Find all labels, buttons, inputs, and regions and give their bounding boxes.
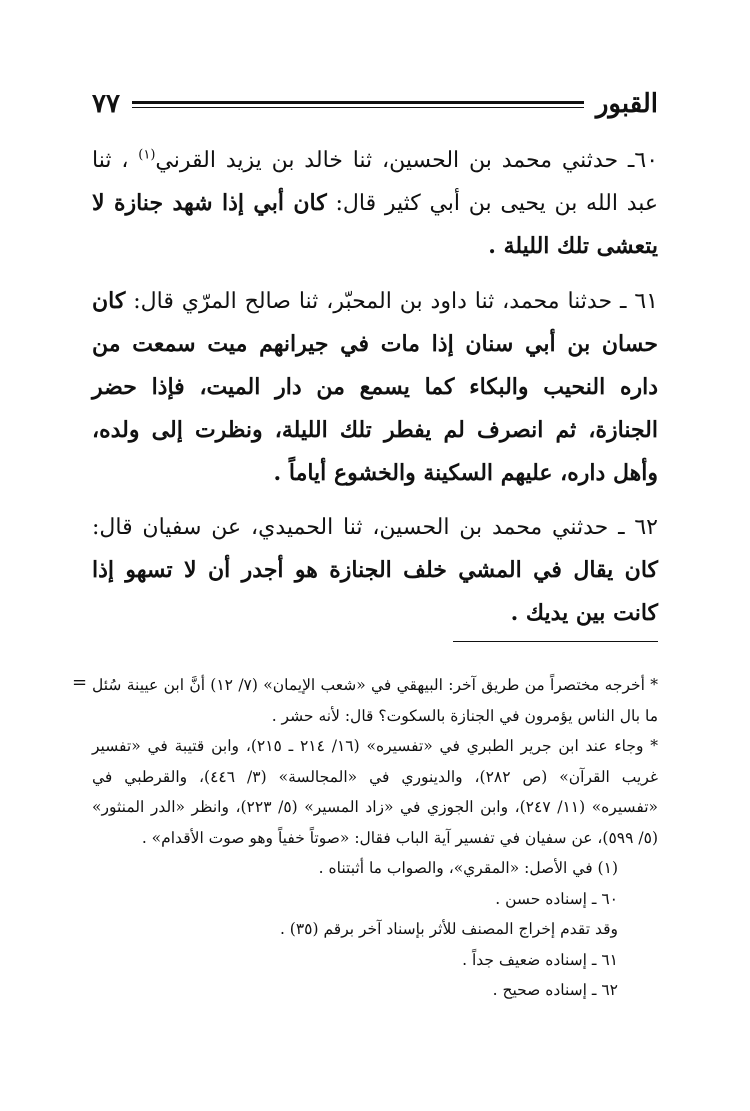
paragraph-62 bbox=[92, 507, 658, 635]
footnote-item: ٦٢ ـ إسناده صحيح . bbox=[492, 981, 618, 999]
footnote-item: ٦١ ـ إسناده ضعيف جداً . bbox=[462, 950, 618, 969]
footnote-line: * وجاء عند ابن جرير الطبري في «تفسيره» (١٦/ ٢١٤ ـ ٢١٥)، وابن قتيبة في «تفسير غريب القرآن» (ص ٢٨٢)، والدينوري في «المجالسة» (٣/ ٤٤٦)، والقرطبي في «تفسيره» (١١/ ٢٤٧)، وابن الجوزي في «زاد المسير» (٥/ ٢٢٣)، وانظر «الدر المنثور» (٥/ ٥٩٩)، عن سفيان في تفسير آية الباب فقال: «صوتاً خفياً وهو صوت الأقدام» . bbox=[92, 737, 659, 847]
footnote-item: (١) في الأصل: «المقري»، والصواب ما أثبتناه . bbox=[318, 859, 618, 877]
footnote-line: * أخرجه مختصراً من طريق آخر: البيهقي في «شعب الإيمان» (٧/ ١٢) أنَّ ابن عيينة سُئل ما بال الناس يؤمرون في الجنازة بالسكوت؟ قال: لأنه حشر . bbox=[92, 676, 658, 725]
continuation-mark: = bbox=[72, 672, 88, 693]
footnote-item: وقد تقدم إخراج المصنف للأثر بإسناد آخر برقم (٣٥) . bbox=[279, 920, 618, 938]
paragraph-60 bbox=[92, 140, 658, 268]
footnote-separator bbox=[453, 641, 658, 642]
paragraph-61-lead: ٦١ ـ حدثنا محمد، ثنا داود بن المحبّر، ثنا صالح المرّي قال: bbox=[133, 289, 658, 314]
paragraph-61 bbox=[92, 280, 658, 495]
paragraph-60-mid: ، ثنا عبد الله بن يحيى بن أبي كثير قال: bbox=[92, 148, 659, 216]
page-number: ٧٧ bbox=[92, 89, 120, 119]
paragraph-61-quote: كان حسان بن أبي سنان إذا مات في جيرانهم ميت سمعت من داره النحيب والبكاء كما يسمع من دار الميت، فإذا حضر الجنازة، ثم انصرف لم يفطر تلك الليلة، ونظرت إلى ولده، وأهل داره، عليهم السكينة والخشوع أياماً . bbox=[92, 288, 658, 486]
footnotes bbox=[92, 670, 658, 1006]
header-rule bbox=[132, 101, 584, 108]
running-header bbox=[92, 84, 658, 124]
paragraph-62-lead: ٦٢ ـ حدثني محمد بن الحسين، ثنا الحميدي، عن سفيان قال: bbox=[92, 515, 658, 540]
footnote-marker-1: (١) bbox=[138, 147, 156, 163]
footnote-item: ٦٠ ـ إسناده حسن . bbox=[495, 889, 618, 908]
paragraph-60-quote: كان أبي إذا شهد جنازة لا يتعشى تلك الليلة . bbox=[92, 190, 658, 259]
header-title: القبور bbox=[595, 89, 658, 119]
paragraph-60-lead: ٦٠ـ حدثني محمد بن الحسين، ثنا خالد بن يزيد القرني bbox=[155, 148, 659, 173]
paragraph-62-quote: كان يقال في المشي خلف الجنازة هو أجدر أن لا تسهو إذا كانت بين يديك . bbox=[92, 557, 658, 626]
main-text bbox=[92, 140, 658, 647]
